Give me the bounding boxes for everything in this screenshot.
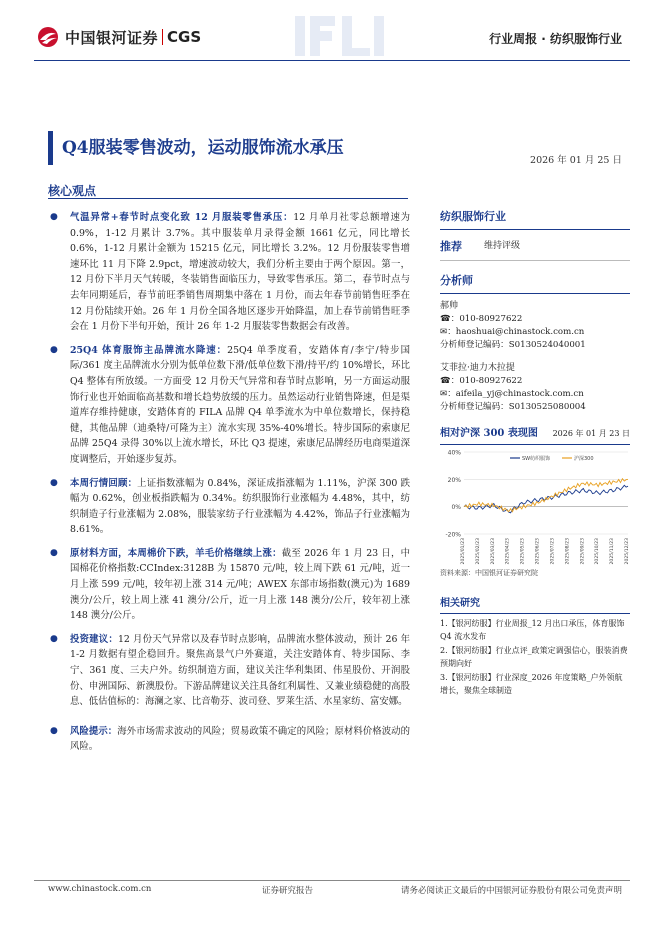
x-tick-label: 2025/07/23 bbox=[550, 538, 556, 565]
core-view-text: 截至 2026 年 1 月 23 日，中国棉花价格指数:CCIndex:3128B 为 15870 元/吨，较上周下跌 61 元/吨，近一月上涨 599 元/吨，较年初上涨 314 元/吨；AWEX 东部市场指数(澳元)为 1689 澳分/公斤，较上周上涨 41 澳分/公斤，近一月上涨 148 澳分/公斤，较年初上涨 148 澳分/公斤。 bbox=[70, 547, 410, 622]
y-tick-label: 0% bbox=[451, 504, 461, 512]
x-tick-label: 2025/06/23 bbox=[535, 538, 541, 565]
analyst-reg: 分析师登记编码：S0130525080004 bbox=[440, 402, 586, 412]
header-divider bbox=[34, 60, 630, 61]
bullet-dot-icon: ● bbox=[50, 725, 58, 736]
bullet-dot-icon: ● bbox=[50, 344, 58, 355]
bullet-dot-icon: ● bbox=[50, 547, 58, 558]
y-tick-label: 40% bbox=[447, 449, 461, 457]
report-type: 行业周报 · 纺织服饰行业 bbox=[489, 32, 622, 46]
x-tick-label: 2025/05/23 bbox=[520, 538, 526, 565]
email-icon: ✉： bbox=[440, 327, 456, 337]
legend-label: 沪深300 bbox=[574, 456, 594, 462]
brand-logo bbox=[36, 26, 201, 48]
footer-center: 证券研究报告 bbox=[262, 886, 314, 896]
related-title: 相关研究 bbox=[440, 598, 480, 609]
analyst-phone: ☎：010-80927622 bbox=[440, 314, 523, 324]
report-date: 2026 年 01 月 25 日 bbox=[530, 155, 622, 166]
x-tick-label: 2025/08/23 bbox=[565, 538, 571, 565]
analyst-email[interactable]: ✉：aifeila_yj@chinastock.com.cn bbox=[440, 389, 584, 399]
core-view-item bbox=[48, 210, 410, 335]
core-view-item bbox=[48, 632, 410, 710]
core-view-item bbox=[48, 546, 410, 624]
bullet-dot-icon: ● bbox=[50, 633, 58, 644]
x-tick-label: 2025/03/23 bbox=[490, 538, 496, 565]
footer-divider bbox=[34, 880, 630, 881]
analyst-block bbox=[440, 272, 630, 414]
x-tick-label: 2025/10/23 bbox=[595, 538, 601, 565]
legend-label: SW纺织服饰 bbox=[522, 456, 551, 462]
y-tick-label: 20% bbox=[447, 476, 461, 484]
page-header bbox=[0, 0, 662, 68]
core-view-text: 12 月单月社零总额增速为 0.9%，1-12 月累计 3.7%。其中服装单月录得金额 1661 亿元，同比增长 0.6%，1-12 月累计金额为 15215 亿元，同比增长 3.2%。12 月份服装零售增速环比 11 月下降 2.9pct，增速波动较大，我们分析主要由于两个原因。第一，12 月份下半月天气转暖，冬装销售面临压力，导致零售承压。第二，春节时点与去年同期延后，春节前旺季销售周期集中落在 1 月份，而去年春节前销售旺季在 12 月份陆续开始。26 年 1 月份全国各地区逐步开始降温，加上春节前销售旺季会在 1 月份下半旬开始，预计 26 年 1-2 月服装零售数据会有改善。 bbox=[70, 212, 410, 333]
x-tick-label: 2025/11/23 bbox=[610, 538, 616, 565]
y-tick-label: -20% bbox=[445, 531, 461, 539]
bullet-dot-icon: ● bbox=[50, 477, 58, 488]
analyst-phone: ☎：010-80927622 bbox=[440, 376, 523, 386]
core-view-lead: 原材料方面，本周棉价下跌，羊毛价格继续上涨： bbox=[70, 547, 282, 559]
core-view-lead: 25Q4 体育服饰主品牌流水降速： bbox=[70, 344, 228, 356]
footer-website[interactable]: www.chinastock.com.cn bbox=[48, 884, 152, 894]
analyst-name: 艾菲拉·迪力木拉提 bbox=[440, 363, 515, 373]
related-link[interactable]: 3.【银河纺服】行业深度_2026 年度策略_户外领航增长，聚焦全球制造 bbox=[440, 673, 623, 695]
analyst-card bbox=[440, 362, 630, 414]
brand-name: 中国银河证券 bbox=[65, 28, 159, 47]
core-views-divider bbox=[48, 198, 408, 199]
industry-divider bbox=[440, 229, 630, 230]
related-block bbox=[440, 594, 630, 697]
core-view-lead: 气温异常+春节时点变化致 12 月服装零售承压： bbox=[70, 212, 294, 223]
industry-block bbox=[440, 208, 630, 261]
core-view-text: 12 月份天气异常以及春节时点影响，品牌流水整体波动，预计 26 年 1-2 月数据有望企稳回升。聚焦高景气户外赛道，关注安踏体育、特步国际、李宁、361 度、三夫户外。纺织制造方面，建议关注华利集团、伟星股份、开润股份、申洲国际、新澳股份。下游品牌建议关注具备红利属性、又兼业绩稳健的高股息、低估值标的：海澜之家、比音勒芬、波司登、罗莱生活、水星家纺、富安娜。 bbox=[70, 633, 410, 708]
series-line bbox=[464, 485, 628, 513]
core-view-lead: 风险提示： bbox=[70, 725, 118, 737]
header-watermark-icon bbox=[290, 8, 390, 64]
page-title: Q4服装零售波动，运动服饰流水承压 bbox=[62, 138, 344, 158]
core-view-item bbox=[48, 724, 410, 755]
analyst-email[interactable]: ✉：haoshuai@chinastock.com.cn bbox=[440, 327, 585, 337]
industry-title: 纺织服饰行业 bbox=[440, 210, 506, 223]
rating-value: 维持评级 bbox=[484, 240, 521, 251]
rating-row bbox=[440, 238, 630, 254]
phone-icon: ☎： bbox=[440, 376, 460, 386]
phone-icon: ☎： bbox=[440, 314, 460, 324]
x-tick-label: 2025/01/23 bbox=[461, 538, 466, 565]
core-view-text: 25Q4 单季度看，安踏体育/李宁/特步国际/361 度主品牌流水分别为低单位数下滑/低单位数下滑/持平/约 10%增长，环比 Q4 整体有所放缓。一方面受 12 月份天气异常和春节时点影响，另一方面运动服饰行业也开始面临高基数和增长趋势放缓的压力。虽然运动行业销售降速，但是渠道库存维持健康，安踏体育的 FILA 品牌 Q4 单季流水为中单位数增长，保持稳健，其他品牌（迪桑特/可隆为主）流水实现 35%-40%增长。特步国际的索康尼品牌 25Q4 录得 30%以上流水增长，环比 Q3 提速，索康尼品牌经历电商渠道深度调整后，开始逐步复苏。 bbox=[70, 344, 410, 465]
x-tick-label: 2025/02/23 bbox=[475, 538, 481, 565]
x-tick-label: 2025/09/23 bbox=[580, 538, 586, 565]
x-tick-label: 2025/12/23 bbox=[625, 538, 630, 565]
chart-header bbox=[440, 424, 630, 445]
core-view-lead: 本周行情回顾： bbox=[70, 477, 138, 489]
analyst-title: 分析师 bbox=[440, 274, 473, 287]
analyst-reg: 分析师登记编码：S0130524040001 bbox=[440, 340, 586, 350]
brand-divider bbox=[162, 29, 163, 45]
core-views-list bbox=[48, 210, 410, 755]
x-tick-label: 2025/04/23 bbox=[505, 538, 511, 565]
bullet-dot-icon: ● bbox=[50, 212, 58, 222]
core-view-text: 海外市场需求波动的风险；贸易政策不确定的风险；原材料价格波动的风险。 bbox=[70, 725, 410, 753]
core-view-lead: 投资建议： bbox=[70, 633, 118, 645]
analyst-divider bbox=[440, 293, 630, 294]
core-view-item bbox=[48, 476, 410, 538]
analyst-name: 郝帅 bbox=[440, 301, 459, 311]
core-view-text: 上证指数涨幅为 0.84%，深证成指涨幅为 1.11%，沪深 300 跌幅为 0.62%，创业板指跌幅为 0.34%。纺织服饰行业涨幅为 4.48%，其中，纺织制造子行业涨幅为 2.08%，服装家纺子行业涨幅为 4.42%，饰品子行业涨幅为 8.61%。 bbox=[70, 477, 410, 536]
title-accent-bar bbox=[48, 131, 53, 165]
brand-short: CGS bbox=[167, 28, 202, 46]
analyst-card bbox=[440, 300, 630, 352]
performance-chart bbox=[440, 444, 632, 566]
chart-source: 资料来源：中国银河证券研究院 bbox=[440, 569, 538, 577]
chart-date: 2026 年 01 月 23 日 bbox=[552, 429, 630, 438]
rating-label: 推荐 bbox=[440, 240, 462, 253]
core-view-item bbox=[48, 343, 410, 468]
related-divider bbox=[440, 613, 630, 614]
footer-disclaimer: 请务必阅读正文最后的中国银河证券股份有限公司免责声明 bbox=[400, 886, 622, 896]
related-link[interactable]: 2.【银河纺服】行业点评_政策定调强信心，服装消费预期向好 bbox=[440, 646, 628, 668]
chart-title: 相对沪深 300 表现图 bbox=[440, 428, 538, 439]
related-link[interactable]: 1.【银河纺服】行业周报_12 月出口承压，体育服饰 Q4 流水发布 bbox=[440, 619, 625, 641]
rating-divider bbox=[440, 260, 630, 261]
brand-mark-icon bbox=[36, 26, 60, 48]
email-icon: ✉： bbox=[440, 389, 456, 399]
core-views-title: 核心观点 bbox=[48, 184, 97, 198]
